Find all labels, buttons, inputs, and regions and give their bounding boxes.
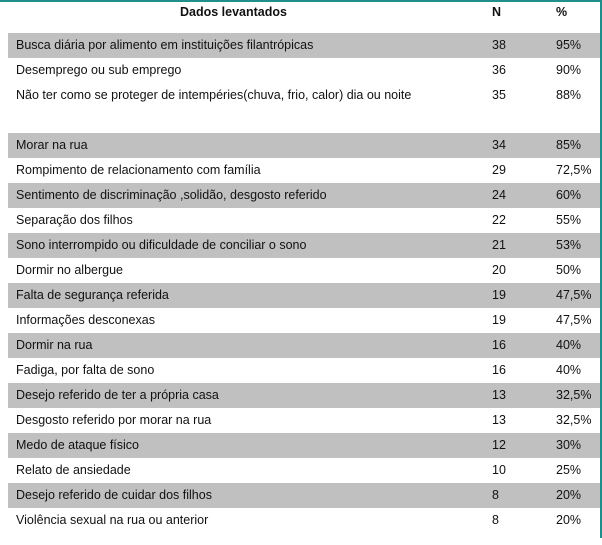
row-label: Desemprego ou sub emprego <box>16 63 182 77</box>
table-row <box>8 158 600 183</box>
table-row <box>8 83 600 133</box>
row-label: Desgosto referido por morar na rua <box>16 413 212 427</box>
row-label: Medo de ataque físico <box>8 433 472 458</box>
row-n: 13 <box>492 413 506 427</box>
row-n: 8 <box>472 483 536 508</box>
row-n: 19 <box>472 283 536 308</box>
row-n: 21 <box>472 233 536 258</box>
row-percent: 95% <box>536 33 600 58</box>
row-label: Busca diária por alimento em instituições filantrópicas <box>8 33 472 58</box>
row-percent: 32,5% <box>556 413 592 427</box>
row-n: 19 <box>492 313 506 327</box>
row-label: Não ter como se proteger de intempéries(chuva, frio, calor) dia ou noite <box>16 88 412 102</box>
row-percent: 53% <box>536 233 600 258</box>
row-label: Desejo referido de ter a própria casa <box>8 383 472 408</box>
row-label: Rompimento de relacionamento com família <box>16 163 261 177</box>
row-n: 16 <box>472 333 536 358</box>
row-n: 24 <box>472 183 536 208</box>
row-label: Sentimento de discriminação ,solidão, desgosto referido <box>8 183 472 208</box>
table-row <box>8 458 600 483</box>
row-n: 20 <box>492 263 506 277</box>
header-percent: % <box>556 5 568 19</box>
header-row <box>8 2 600 33</box>
row-percent: 88% <box>556 88 582 102</box>
row-n: 10 <box>492 463 506 477</box>
row-label: Dormir no albergue <box>16 263 123 277</box>
row-percent: 47,5% <box>536 283 600 308</box>
row-percent: 72,5% <box>556 163 592 177</box>
table-row <box>8 183 600 208</box>
row-n: 29 <box>492 163 506 177</box>
table-row <box>8 208 600 233</box>
row-percent: 55% <box>556 213 582 227</box>
row-n: 22 <box>492 213 506 227</box>
row-n: 38 <box>472 33 536 58</box>
table-row <box>8 508 600 533</box>
row-percent: 20% <box>536 483 600 508</box>
row-percent: 40% <box>556 363 582 377</box>
table-row <box>8 433 600 458</box>
row-n: 13 <box>472 383 536 408</box>
row-n: 12 <box>472 433 536 458</box>
row-label: Relato de ansiedade <box>16 463 131 477</box>
row-percent: 20% <box>556 513 582 527</box>
row-label: Dormir na rua <box>8 333 472 358</box>
table-row <box>8 33 600 58</box>
row-n: 35 <box>492 88 506 102</box>
row-percent: 85% <box>536 133 600 158</box>
header-n: N <box>492 5 502 19</box>
data-table <box>8 2 600 533</box>
row-percent: 25% <box>556 463 582 477</box>
row-label: Separação dos filhos <box>16 213 133 227</box>
row-percent: 40% <box>536 333 600 358</box>
row-n: 8 <box>492 513 499 527</box>
row-label: Informações desconexas <box>16 313 155 327</box>
row-n: 34 <box>472 133 536 158</box>
table-row <box>8 308 600 333</box>
row-label: Morar na rua <box>8 133 472 158</box>
row-percent: 60% <box>536 183 600 208</box>
row-label: Violência sexual na rua ou anterior <box>16 513 209 527</box>
table-row <box>8 258 600 283</box>
row-label: Sono interrompido ou dificuldade de conciliar o sono <box>8 233 472 258</box>
table-row <box>8 383 600 408</box>
row-label: Falta de segurança referida <box>8 283 472 308</box>
table-row <box>8 58 600 83</box>
header-dados: Dados levantados <box>180 5 287 19</box>
row-n: 16 <box>492 363 506 377</box>
table-row <box>8 408 600 433</box>
table-row <box>8 133 600 158</box>
row-percent: 47,5% <box>556 313 592 327</box>
table-row <box>8 483 600 508</box>
table-row <box>8 283 600 308</box>
row-label: Fadiga, por falta de sono <box>16 363 155 377</box>
table-row <box>8 333 600 358</box>
row-percent: 32,5% <box>536 383 600 408</box>
row-label: Desejo referido de cuidar dos filhos <box>8 483 472 508</box>
row-percent: 30% <box>536 433 600 458</box>
row-percent: 90% <box>556 63 582 77</box>
row-percent: 50% <box>556 263 582 277</box>
table-row <box>8 233 600 258</box>
table-row <box>8 358 600 383</box>
row-n: 36 <box>492 63 506 77</box>
